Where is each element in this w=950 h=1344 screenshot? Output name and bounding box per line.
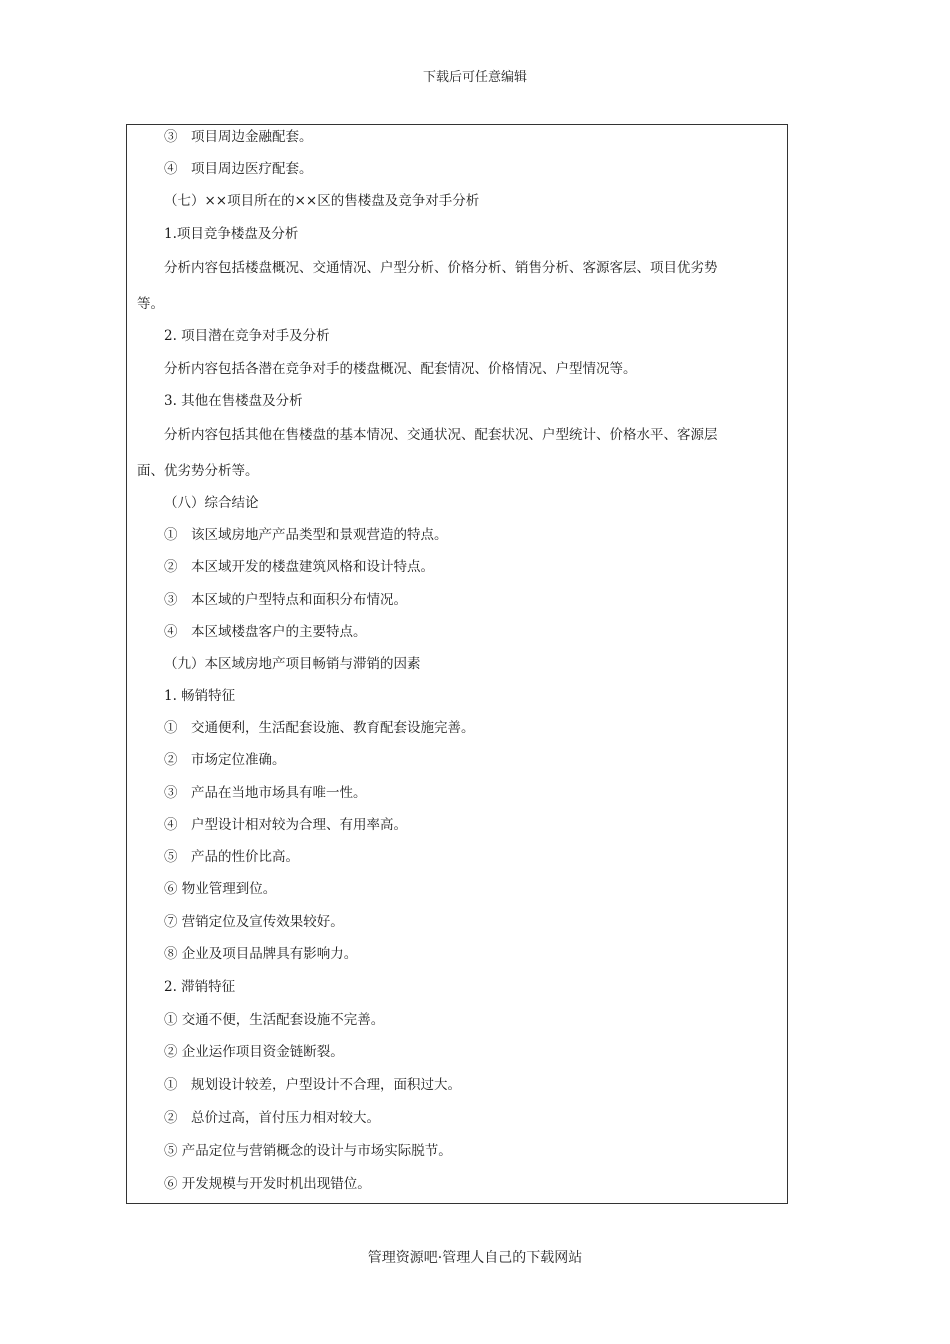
list-item: ④ 本区域楼盘客户的主要特点。 (164, 624, 367, 640)
list-item: ① 该区域房地产产品类型和景观营造的特点。 (164, 527, 448, 543)
list-item: ⑥ 物业管理到位。 (164, 881, 277, 897)
list-item: ② 本区域开发的楼盘建筑风格和设计特点。 (164, 559, 434, 575)
subsection-heading: 2. 滞销特征 (164, 979, 236, 995)
list-item: ③ 本区域的户型特点和面积分布情况。 (164, 592, 407, 608)
list-item: ⑥ 开发规模与开发时机出现错位。 (164, 1176, 371, 1192)
section-heading: （七）××项目所在的××区的售楼盘及竞争对手分析 (164, 193, 480, 209)
paragraph: ④ 项目周边医疗配套。 (164, 161, 313, 177)
paragraph: 等。 (137, 296, 164, 312)
list-item: ② 总价过高，首付压力相对较大。 (164, 1110, 380, 1126)
section-heading: （八）综合结论 (164, 495, 259, 511)
subsection-heading: 1.项目竞争楼盘及分析 (164, 226, 299, 242)
page-footer: 管理资源吧·管理人自己的下载网站 (367, 1250, 583, 1266)
list-item: ① 规划设计较差，户型设计不合理，面积过大。 (164, 1077, 461, 1093)
list-item: ② 市场定位准确。 (164, 752, 286, 768)
list-item: ⑧ 企业及项目品牌具有影响力。 (164, 946, 358, 962)
list-item: ① 交通不便，生活配套设施不完善。 (164, 1012, 385, 1028)
page-header: 下载后可任意编辑 (422, 70, 527, 85)
list-item: ② 企业运作项目资金链断裂。 (164, 1044, 344, 1060)
paragraph: 分析内容包括其他在售楼盘的基本情况、交通状况、配套状况、户型统计、价格水平、客源层 (164, 427, 718, 443)
list-item: ⑤ 产品定位与营销概念的设计与市场实际脱节。 (164, 1143, 452, 1159)
subsection-heading: 1. 畅销特征 (164, 688, 236, 704)
list-item: ① 交通便利，生活配套设施、教育配套设施完善。 (164, 720, 475, 736)
subsection-heading: 2. 项目潜在竞争对手及分析 (164, 328, 330, 344)
paragraph: ③ 项目周边金融配套。 (164, 129, 313, 145)
subsection-heading: 3. 其他在售楼盘及分析 (164, 393, 303, 409)
list-item: ④ 户型设计相对较为合理、有用率高。 (164, 817, 407, 833)
list-item: ⑤ 产品的性价比高。 (164, 849, 299, 865)
section-heading: （九）本区域房地产项目畅销与滞销的因素 (164, 656, 421, 672)
list-item: ⑦ 营销定位及宣传效果较好。 (164, 914, 344, 930)
paragraph: 分析内容包括楼盘概况、交通情况、户型分析、价格分析、销售分析、客源客层、项目优劣势 (164, 260, 718, 276)
paragraph: 面、优劣势分析等。 (137, 463, 259, 479)
list-item: ③ 产品在当地市场具有唯一性。 (164, 785, 367, 801)
paragraph: 分析内容包括各潜在竞争对手的楼盘概况、配套情况、价格情况、户型情况等。 (164, 361, 637, 377)
